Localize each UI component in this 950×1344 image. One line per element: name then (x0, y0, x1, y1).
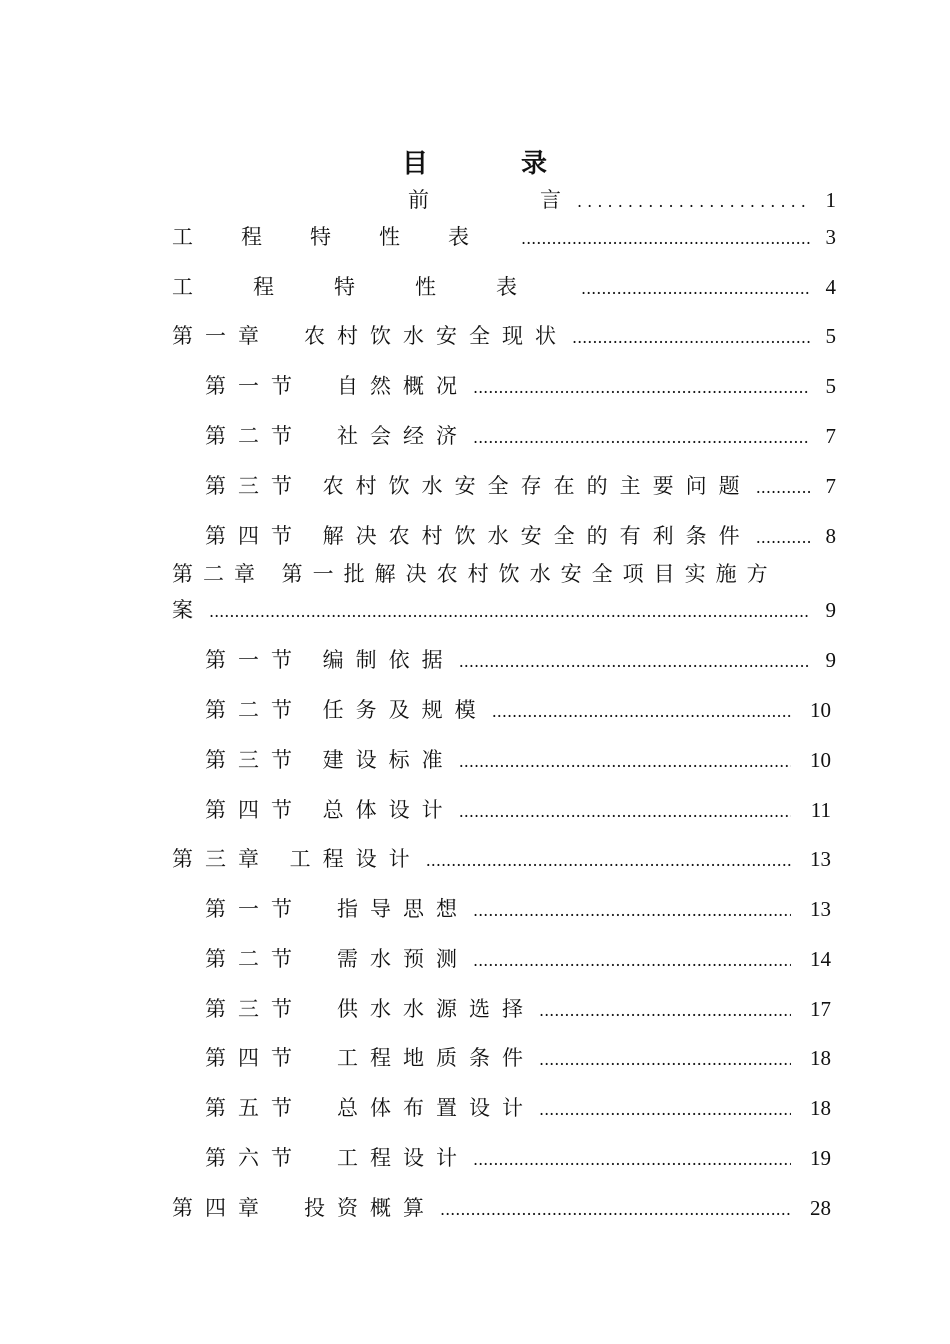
toc-entry-chapter-1[interactable] (172, 321, 836, 351)
toc-entry-page: 11 (810, 798, 831, 822)
toc-entry-label: 第四节 总体设计 (205, 798, 455, 822)
toc-entry-page: 18 (810, 1046, 831, 1070)
toc-entry-label: 第二节 需水预测 (205, 947, 469, 971)
toc-entry-page: 5 (825, 374, 836, 398)
toc-entry-page: 7 (825, 424, 836, 448)
toc-leader (492, 697, 791, 727)
toc-leader (473, 1145, 791, 1175)
toc-entry-ch2-sec2[interactable] (205, 695, 831, 725)
toc-entry-page: 17 (810, 997, 831, 1021)
toc-leader (577, 187, 810, 217)
toc-leader (756, 473, 810, 503)
toc-entry-ch1-sec4[interactable] (205, 521, 836, 551)
toc-leader (440, 1195, 791, 1225)
toc-entry-page: 13 (810, 897, 831, 921)
toc-leader (459, 647, 810, 677)
toc-entry-label: 第二章 第一批解决农村饮水安全项目实施方 (172, 562, 778, 586)
toc-entry-engineering-table-1[interactable] (172, 222, 836, 252)
toc-leader (473, 896, 791, 926)
toc-entry-page: 10 (810, 748, 831, 772)
toc-entry-page: 10 (810, 698, 831, 722)
toc-leader (756, 523, 810, 553)
toc-entry-label: 第五节 总体布置设计 (205, 1096, 535, 1120)
toc-entry-label: 第三章 工程设计 (172, 847, 422, 871)
toc-entry-page: 14 (810, 947, 831, 971)
toc-entry-label: 第二节 社会经济 (205, 424, 469, 448)
toc-entry-label: 第二节 任务及规模 (205, 698, 488, 722)
toc-entry-ch2-sec4[interactable] (205, 795, 831, 825)
toc-entry-ch3-sec4[interactable] (205, 1043, 831, 1073)
toc-entry-label: 第一章 农村饮水安全现状 (172, 324, 568, 348)
toc-entry-label: 第三节 供水水源选择 (205, 997, 535, 1021)
toc-leader (539, 1095, 791, 1125)
toc-entry-label: 第四章 投资概算 (172, 1196, 436, 1220)
toc-entry-page: 9 (825, 648, 836, 672)
toc-leader (209, 597, 810, 627)
toc-title-right: 录 (521, 149, 549, 179)
toc-leader (473, 423, 810, 453)
toc-entry-preface[interactable] (408, 185, 836, 215)
toc-leader (539, 996, 791, 1026)
toc-entry-label-continued: 案 (172, 598, 205, 622)
toc-leader (473, 946, 791, 976)
toc-entry-ch3-sec3[interactable] (205, 994, 831, 1024)
toc-entry-ch1-sec1[interactable] (205, 371, 836, 401)
toc-entry-page: 4 (825, 275, 836, 299)
toc-leader (581, 274, 810, 304)
toc-title-left: 目 (401, 149, 429, 179)
toc-entry-chapter-4[interactable] (172, 1193, 831, 1223)
toc-entry-ch2-sec1[interactable] (205, 645, 836, 675)
toc-entry-ch3-sec2[interactable] (205, 944, 831, 974)
toc-entry-label: 工程特性表 (172, 225, 517, 249)
toc-leader (473, 373, 810, 403)
toc-entry-page: 18 (810, 1096, 831, 1120)
toc-entry-page: 3 (825, 225, 836, 249)
toc-entry-ch3-sec5[interactable] (205, 1093, 831, 1123)
toc-entry-page: 13 (810, 847, 831, 871)
toc-entry-ch1-sec3[interactable] (205, 471, 836, 501)
toc-entry-label: 第一节 自然概况 (205, 374, 469, 398)
toc-entry-label: 第三节 建设标准 (205, 748, 455, 772)
toc-entry-page: 28 (810, 1196, 831, 1220)
toc-entry-page: 19 (810, 1146, 831, 1170)
toc-leader (572, 323, 810, 353)
toc-entry-engineering-table-2[interactable] (172, 272, 836, 302)
toc-entry-ch1-sec2[interactable] (205, 421, 836, 451)
toc-entry-ch2-sec3[interactable] (205, 745, 831, 775)
toc-leader (426, 846, 791, 876)
toc-leader (539, 1045, 791, 1075)
toc-title (0, 143, 950, 180)
toc-entry-chapter-2-line1[interactable] (172, 559, 836, 589)
toc-entry-page: 7 (825, 474, 836, 498)
toc-entry-label: 工程特性表 (172, 275, 577, 299)
toc-entry-chapter-3[interactable] (172, 844, 831, 874)
toc-entry-page: 1 (825, 188, 836, 212)
toc-entry-label: 第四节 工程地质条件 (205, 1046, 535, 1070)
toc-entry-ch3-sec1[interactable] (205, 894, 831, 924)
toc-leader (459, 797, 791, 827)
toc-entry-page: 5 (825, 324, 836, 348)
toc-entry-label: 第四节 解决农村饮水安全的有利条件 (205, 524, 752, 548)
toc-entry-label: 前 言 (408, 188, 573, 212)
toc-entry-chapter-2-line2[interactable] (172, 595, 836, 625)
toc-entry-label: 第一节 编制依据 (205, 648, 455, 672)
toc-entry-page: 8 (825, 524, 836, 548)
toc-leader (459, 747, 791, 777)
toc-entry-label: 第一节 指导思想 (205, 897, 469, 921)
toc-entry-label: 第六节 工程设计 (205, 1146, 469, 1170)
toc-entry-page: 9 (825, 598, 836, 622)
toc-leader (521, 224, 810, 254)
toc-entry-ch3-sec6[interactable] (205, 1143, 831, 1173)
toc-entry-label: 第三节 农村饮水安全存在的主要问题 (205, 474, 752, 498)
